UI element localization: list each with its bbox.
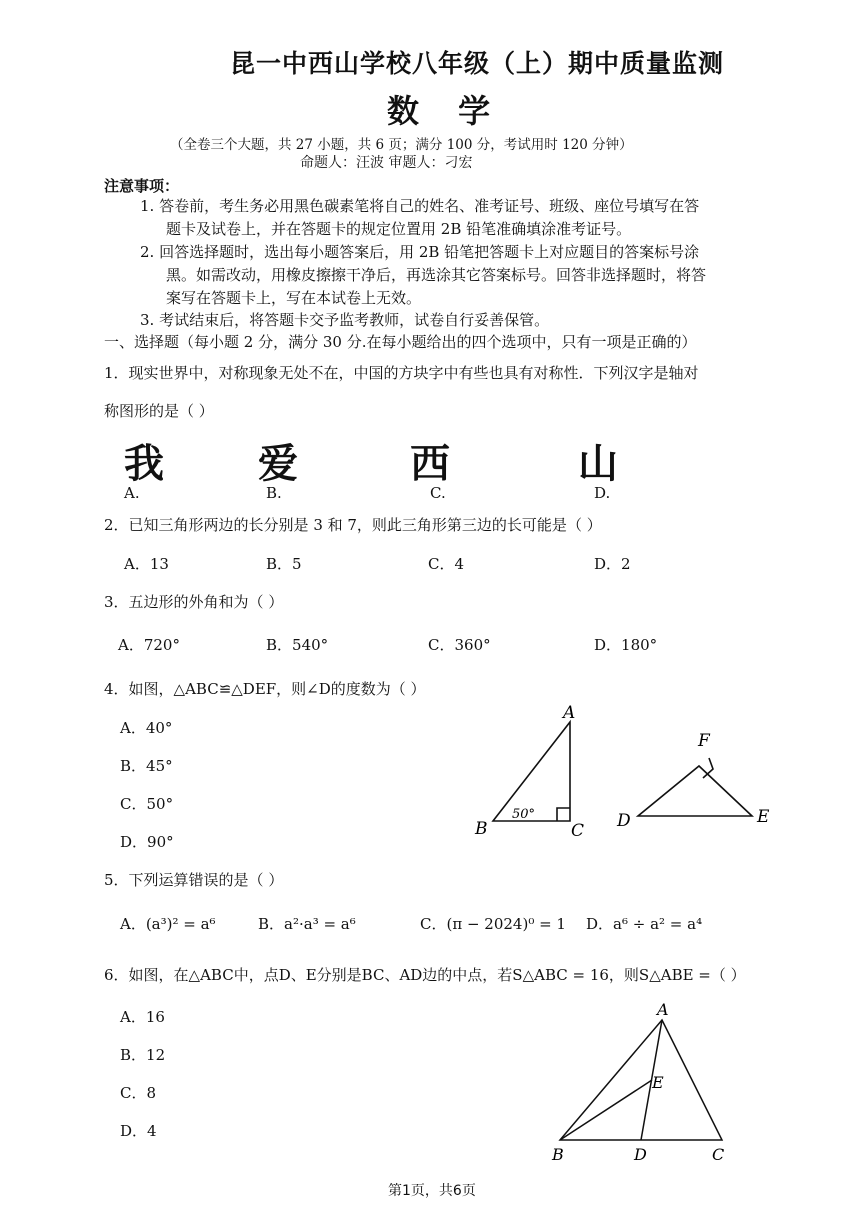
option-label: B. [266,484,282,502]
option-label: D. [594,484,611,502]
option: D．180° [594,636,658,654]
segment-be [560,1080,652,1140]
vertex-label: E [757,807,770,827]
question-3-stem: 3．五边形的外角和为（ ） [104,593,284,611]
triangle-figure-q4 [465,698,785,846]
exam-info: （全卷三个大题，共 27 小题，共 6 页；满分 100 分，考试用时 120 分钟） [170,137,633,153]
question-1-stem: 1．现实世界中，对称现象无处不在，中国的方块字中有些也具有对称性．下列汉字是轴对 [104,364,699,382]
vertex-label: C [712,1145,725,1164]
char-option-a: 我 [124,441,164,487]
triangle-def [638,766,752,816]
option: C．(π − 2024)⁰ = 1 [420,915,566,933]
option: C．360° [428,636,491,654]
char-option-d: 山 [578,441,618,487]
option: A．(a³)² = a⁶ [120,915,216,933]
option: A．720° [118,636,180,654]
vertex-label: B [475,819,488,839]
option-label: A. [124,484,140,502]
exam-authors: 命题人：汪波 审题人：刁宏 [300,155,473,171]
note-line: 3. 考试结束后，将答题卡交予监考教师，试卷自行妥善保管。 [140,311,550,329]
vertex-label: A [563,703,576,723]
page-footer: 第1页，共6页 [388,1183,476,1199]
angle-label: 50° [512,807,536,822]
option: D．a⁶ ÷ a² = a⁴ [586,915,703,933]
right-angle-mark-c [557,808,570,821]
option: C．50° [120,795,174,813]
option: C．8 [120,1084,157,1102]
question-4-stem: 4．如图，△ABC≌△DEF，则∠D的度数为（ ） [104,680,426,698]
vertex-label: F [698,731,710,751]
option: B．45° [120,757,173,775]
option: A．16 [120,1008,165,1026]
vertex-label: A [657,1000,669,1019]
char-option-c: 西 [410,441,450,487]
option: B．540° [266,636,329,654]
question-5-stem: 5．下列运算错误的是（ ） [104,871,284,889]
exam-title: 昆一中西山学校八年级（上）期中质量监测 [230,49,725,78]
note-line: 案写在答题卡上，写在本试卷上无效。 [166,289,422,307]
vertex-label: D [617,811,631,831]
vertex-label: E [652,1073,664,1092]
question-1-stem-cont: 称图形的是（ ） [104,402,214,420]
option: D．4 [120,1122,157,1140]
note-line: 1. 答卷前，考生务必用黑色碳素笔将自己的姓名、准考证号、班级、座位号填写在答 [140,197,700,215]
option: A．13 [124,555,169,573]
question-6-stem: 6．如图，在△ABC中，点D、E分别是BC、AD边的中点，若S△ABC = 16，则S△ABE =（ ） [104,966,746,984]
option: D．90° [120,833,174,851]
char-option-b: 爱 [258,441,298,487]
triangle-abc [560,1020,722,1140]
question-2-stem: 2．已知三角形两边的长分别是 3 和 7，则此三角形第三边的长可能是（ ） [104,516,602,534]
triangle-figure-q6 [540,1000,740,1170]
note-line: 黑。如需改动，用橡皮擦擦干净后，再选涂其它答案标号。回答非选择题时，将答 [166,266,707,284]
section-heading: 一、选择题（每小题 2 分，满分 30 分.在每小题给出的四个选项中，只有一项是正确的） [104,333,697,351]
option: B．12 [120,1046,166,1064]
option: A．40° [120,719,173,737]
notes-heading: 注意事项： [104,177,180,195]
note-line: 2. 回答选择题时，选出每小题答案后，用 2B 铅笔把答题卡上对应题目的答案标号涂 [140,243,700,261]
vertex-label: D [634,1145,647,1164]
vertex-label: B [552,1145,564,1164]
vertex-label: C [571,821,585,841]
subject-title: 数 学 [387,92,505,130]
option: D．2 [594,555,631,573]
option: C．4 [428,555,465,573]
option-label: C. [430,484,446,502]
note-line: 题卡及试卷上，并在答题卡的规定位置用 2B 铅笔准确填涂准考证号。 [166,220,632,238]
option: B．5 [266,555,302,573]
option: B．a²·a³ = a⁶ [258,915,356,933]
